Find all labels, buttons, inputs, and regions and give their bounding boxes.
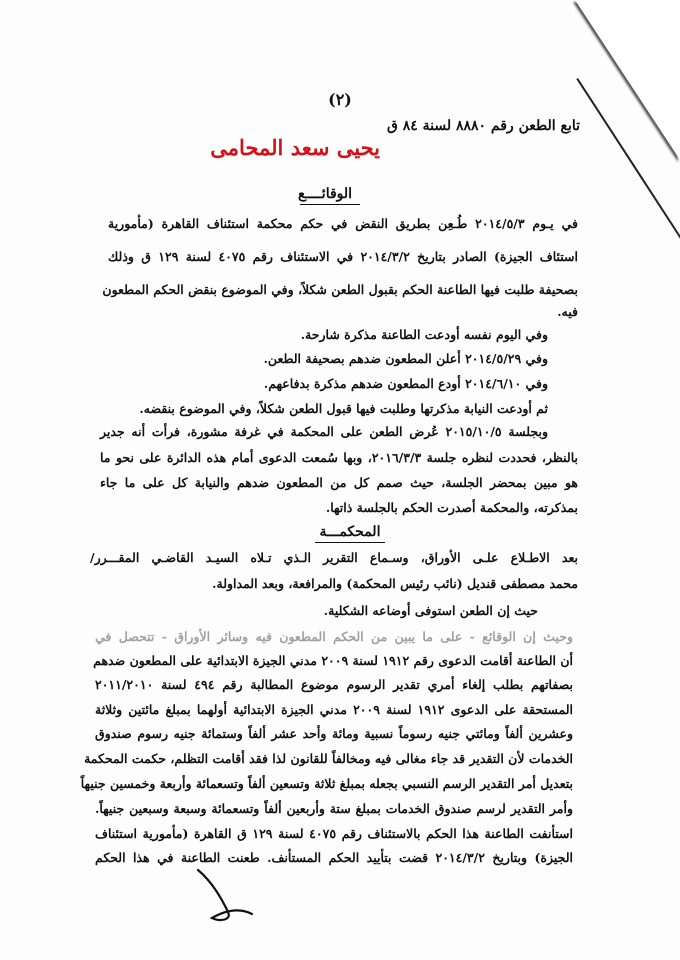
folded-corner — [575, 0, 680, 160]
court-heading: المحكمـــة — [319, 524, 381, 540]
ruling-line: بتعديل أمر التقدير الرسم النسبي بجعله بمبلغ ثلاثة وتسعين ألفاً وتسعمائة وأربعة وخمسين جنيهاً — [80, 776, 573, 791]
session-line: هو مبين بمحضر الجلسة، حيث صمم كل من المطعون ضدهم والنيابة كل على ما جاء — [100, 475, 578, 490]
ruling-line: بصفاتهم بطلب إلغاء أمري تقدير الرسوم موضوع المطالبة رقم ٤٩٤ لسنة ٢٠١١/٢٠١٠ — [95, 677, 574, 692]
ruling-line: وعشرين ألفاً ومائتي جنيه رسوماً نسبية ومائة وأحد عشر ألفاً وستمائة جنيه رسوم صندوق — [95, 726, 573, 741]
facts-line: وفي اليوم نفسه أودعت الطاعنة مذكرة شارحة. — [300, 327, 548, 342]
facts-para-line: بصحيفة طلبت فيها الطاعنة الحكم بقبول الطعن شكلاً، وفي الموضوع بنقض الحكم المطعون — [102, 282, 578, 297]
session-line: وبجلسة ٢٠١٥/١٠/٥ عُرض الطعن على المحكمة في غرفة مشورة، فرأت أنه جدير — [100, 424, 548, 439]
session-line: بمذكرته، والمحكمة أصدرت الحكم بالجلسة ذاتها. — [325, 500, 578, 515]
ruling-line: الخدمات لأن التقدير قد جاء مغالى فيه ومخالفاً للقانون لذا فقد أقامت التظلم، حكمت المحكمة — [84, 751, 573, 766]
court-heading-underline — [315, 542, 385, 543]
faded-line: وحيث إن الوقائع - على ما يبين من الحكم المطعون فيه وسائر الأوراق - تتحصل في — [95, 629, 573, 644]
court-line: بعد الاطـلاع علـى الأوراق، وسـماع التقرير الـذي تـلاه السيـد القاضـي المقـــرر/ — [90, 550, 578, 565]
page-number: (٢) — [328, 90, 352, 109]
facts-line: ثم أودعت النيابة مذكرتها وطلبت فيها قبول الطعن شكلاً، وفي الموضوع بنقضه. — [139, 401, 548, 416]
facts-heading-underline — [300, 204, 360, 205]
facts-para-line: فيه. — [557, 304, 578, 319]
ruling-line: المستحقة على الدعوى ١٩١٢ لسنة ٢٠٠٩ مدني الجيزة الابتدائية أولهما بمبلغ مائتين وثلاثة — [95, 702, 574, 717]
facts-heading: الوقائــــع — [297, 186, 353, 202]
ruling-line: وأمر التقدير لرسم صندوق الخدمات بمبلغ ستة وأربعين ألفاً وتسعمائة وسبعة وسبعين جنيهاً. — [95, 801, 573, 816]
facts-line: وفي ٢٠١٤/٦/١٠ أودع المطعون ضدهم مذكرة بدفاعهم. — [263, 376, 548, 391]
ruling-line: الجيزة) وبتاريخ ٢٠١٤/٣/٢ قضت بتأييد الحكم المستأنف. طعنت الطاعنة في هذا الحكم — [95, 850, 573, 865]
facts-para-line: في يـوم ٢٠١٤/٥/٣ طُـعِن بطريق النقض في حكم محكمة استئناف القاهرة (مأمورية — [108, 216, 578, 231]
facts-line: وفي ٢٠١٤/٥/٢٩ أعلن المطعون ضدهم بصحيفة الطعن. — [263, 351, 548, 366]
facts-para-line: استئاف الجيزة) الصادر بتاريخ ٢٠١٤/٣/٢ في الاستئناف رقم ٤٠٧٥ لسنة ١٢٩ ق وذلك — [108, 249, 578, 264]
ruling-line: أن الطاعنة أقامت الدعوى رقم ١٩١٢ لسنة ٢٠٠٩ مدني الجيزة الابتدائية على المطعون ضدهم — [93, 653, 573, 668]
court-line: محمد مصطفى قنديل (نائب رئيس المحكمة) والمرافعة، وبعد المداولة. — [212, 576, 578, 591]
lawyer-stamp: يحيى سعد المحامى — [210, 135, 380, 160]
handwritten-signature-mark — [190, 860, 260, 930]
case-reference: تابع الطعن رقم ٨٨٨٠ لسنة ٨٤ ق — [386, 118, 580, 134]
formality-line: حيث إن الطعن استوفى أوضاعه الشكلية. — [323, 603, 538, 618]
session-line: بالنظر، فحددت لنظره جلسة ٢٠١٦/٣/٣، وبها سُمعت الدعوى أمام هذه الدائرة على نحو ما — [100, 450, 578, 465]
ruling-line: استأنفت الطاعنة هذا الحكم بالاستئناف رقم ٤٠٧٥ لسنة ١٢٩ ق القاهرة (مأمورية استئناف — [95, 826, 574, 841]
